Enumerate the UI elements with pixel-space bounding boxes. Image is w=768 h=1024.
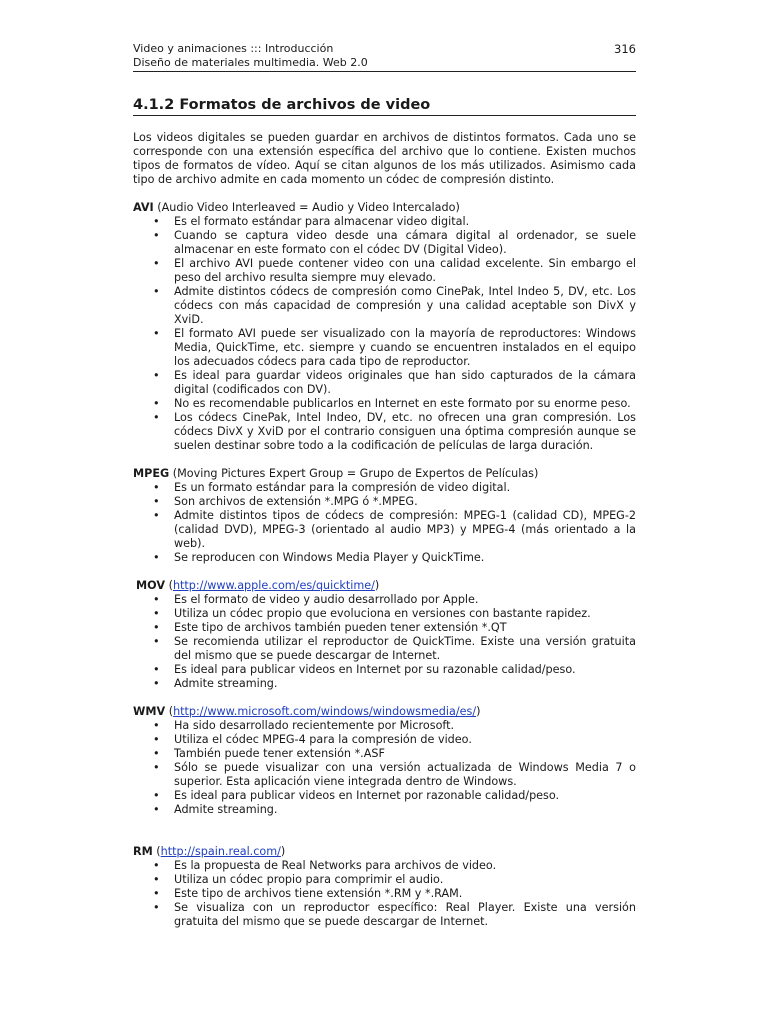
rm-heading — [133, 845, 636, 859]
page-content — [133, 131, 636, 943]
list-item: • Este tipo de archivos tiene extensión *.RM y *.RAM. — [174, 887, 636, 901]
list-item: • Admite streaming. — [174, 803, 636, 817]
rm-name: RM — [133, 845, 153, 858]
mpeg-description: (Moving Pictures Expert Group = Grupo de Expertos de Películas) — [169, 467, 539, 480]
list-item: • Utiliza un códec propio que evoluciona en versiones con bastante rapidez. — [174, 607, 636, 621]
list-item: • Este tipo de archivos también pueden tener extensión *.QT — [174, 621, 636, 635]
page-header — [133, 42, 636, 72]
spacer — [133, 831, 636, 845]
list-item: • Es el formato estándar para almacenar video digital. — [174, 215, 636, 229]
list-item: • Es ideal para publicar videos en Internet por su razonable calidad/peso. — [174, 663, 636, 677]
wmv-list — [133, 719, 636, 817]
list-item: • Admite distintos tipos de códecs de compresión: MPEG-1 (calidad CD), MPEG-2 (calidad DVD), MPEG-3 (orientado al audio MP3) y MPEG-4 (más orientado a la web). — [174, 509, 636, 551]
list-item: • Admite distintos códecs de compresión como CinePak, Intel Indeo 5, DV, etc. Los códecs con más capacidad de compresión y una calidad aceptable son DivX y XviD. — [174, 285, 636, 327]
wmv-paren-close: ) — [476, 705, 481, 718]
header-chapter: Video y animaciones ::: Introducción — [133, 42, 334, 55]
avi-name: AVI — [133, 201, 154, 214]
list-item: • Cuando se captura video desde una cámara digital al ordenador, se suele almacenar en este formato con el códec DV (Digital Video). — [174, 229, 636, 257]
list-item: • Son archivos de extensión *.MPG ó *.MPEG. — [174, 495, 636, 509]
list-item: • Utiliza el códec MPEG-4 para la compresión de video. — [174, 733, 636, 747]
mov-heading — [133, 579, 636, 593]
wmv-name: WMV — [133, 705, 166, 718]
list-item: • Es el formato de video y audio desarrollado por Apple. — [174, 593, 636, 607]
wmv-heading — [133, 705, 636, 719]
section-title: 4.1.2 Formatos de archivos de video — [133, 96, 636, 116]
avi-heading — [133, 201, 636, 215]
list-item: • Ha sido desarrollado recientemente por Microsoft. — [174, 719, 636, 733]
list-item: • También puede tener extensión *.ASF — [174, 747, 636, 761]
mov-name: MOV — [136, 579, 166, 592]
mpeg-list — [133, 481, 636, 565]
list-item: • El archivo AVI puede contener video con una calidad excelente. Sin embargo el peso del archivo resulta siempre muy elevado. — [174, 257, 636, 285]
mov-paren-open: ( — [165, 579, 173, 592]
avi-description: (Audio Video Interleaved = Audio y Video Intercalado) — [153, 201, 460, 214]
list-item: • Admite streaming. — [174, 677, 636, 691]
header-book-title: Diseño de materiales multimedia. Web 2.0 — [133, 55, 368, 69]
list-item: • Es ideal para guardar videos originales que han sido capturados de la cámara digital (codificados con DV). — [174, 369, 636, 397]
rm-paren-open: ( — [152, 845, 161, 858]
mov-list — [133, 593, 636, 691]
list-item: • Se recomienda utilizar el reproductor de QuickTime. Existe una versión gratuita del mismo que se puede descargar de Internet. — [174, 635, 636, 663]
real-link[interactable]: http://spain.real.com/ — [160, 845, 281, 858]
list-item: • Es un formato estándar para la compresión de video digital. — [174, 481, 636, 495]
avi-list — [133, 215, 636, 453]
mpeg-heading — [133, 467, 636, 481]
list-item: • Sólo se puede visualizar con una versión actualizada de Windows Media 7 o superior. Esta aplicación viene integrada dentro de Windows. — [174, 761, 636, 789]
list-item: • Utiliza un códec propio para comprimir el audio. — [174, 873, 636, 887]
mov-paren-close: ) — [374, 579, 380, 592]
mpeg-name: MPEG — [133, 467, 170, 480]
rm-paren-close: ) — [280, 845, 286, 858]
windowsmedia-link[interactable]: http://www.microsoft.com/windows/windowsmedia/es/ — [173, 705, 477, 718]
list-item: • Se visualiza con un reproductor específico: Real Player. Existe una versión gratuita del mismo que se puede descargar de Internet. — [174, 901, 636, 929]
list-item: • Es la propuesta de Real Networks para archivos de video. — [174, 859, 636, 873]
page-number: 316 — [614, 42, 636, 56]
quicktime-link[interactable]: http://www.apple.com/es/quicktime/ — [172, 579, 375, 592]
intro-paragraph: Los videos digitales se pueden guardar en archivos de distintos formatos. Cada uno se corresponde con una extensión específica del archivo que lo contiene. Existen muchos tipos de formatos de vídeo. Aquí se citan algunos de los más utilizados. Asimismo cada tipo de archivo admite en cada momento un códec de compresión distinto. — [133, 131, 636, 186]
rm-list — [133, 859, 636, 929]
list-item: • Los códecs CinePak, Intel Indeo, DV, etc. no ofrecen una gran compresión. Los códecs DivX y XviD por el contrario consiguen una óptima compresión aunque se suelen destinar sobre todo a la codificación de películas de larga duración. — [174, 411, 636, 453]
list-item: • No es recomendable publicarlos en Internet en este formato por su enorme peso. — [174, 397, 636, 411]
list-item: • Se reproducen con Windows Media Player y QuickTime. — [174, 551, 636, 565]
wmv-paren-open: ( — [165, 705, 174, 718]
list-item: • Es ideal para publicar videos en Internet por razonable calidad/peso. — [174, 789, 636, 803]
list-item: • El formato AVI puede ser visualizado con la mayoría de reproductores: Windows Media, QuickTime, etc. siempre y cuando se encuentren instalados en el equipo los adecuados códecs para cada tipo de reproductor. — [174, 327, 636, 369]
